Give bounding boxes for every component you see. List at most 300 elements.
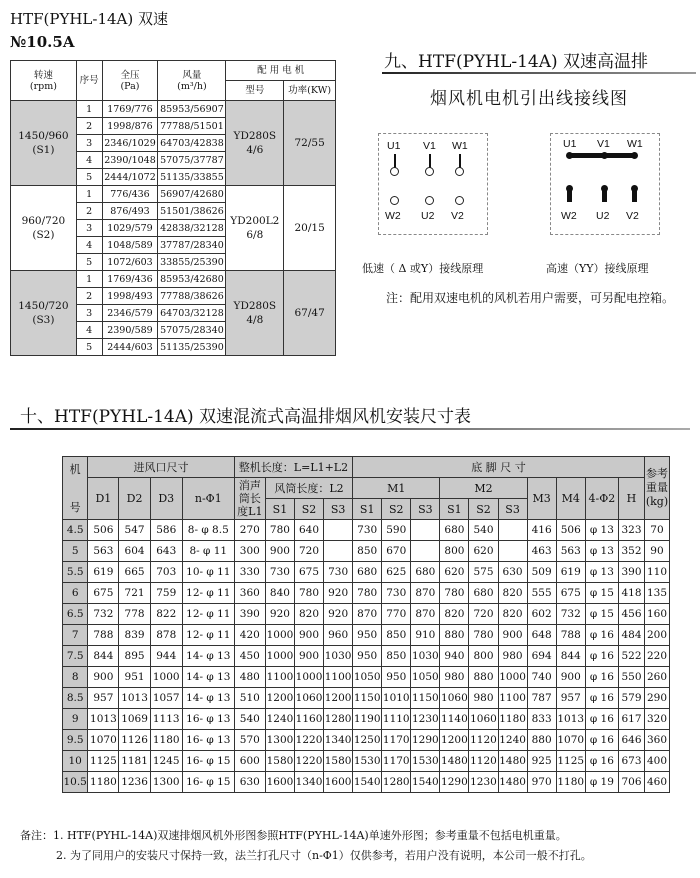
- power-cell: 20/15: [284, 186, 336, 271]
- machine-number-cell: 6.5: [63, 604, 88, 625]
- airflow-cell: 57075/37787: [158, 152, 226, 169]
- table-cell: φ 13: [585, 541, 618, 562]
- table-cell: 1140: [440, 709, 469, 730]
- table-cell: 1540: [353, 772, 382, 793]
- table-cell: 630: [498, 562, 527, 583]
- pressure-cell: 2444/1072: [102, 169, 158, 186]
- table-cell: 720: [294, 541, 323, 562]
- machine-number-cell: 8.5: [63, 688, 88, 709]
- table-cell: 360: [234, 583, 265, 604]
- table-cell: 640: [294, 520, 323, 541]
- table-cell: 770: [382, 604, 411, 625]
- header-m1: M1: [353, 478, 440, 499]
- table-cell: 1340: [294, 772, 323, 793]
- table-cell: [411, 520, 440, 541]
- pressure-cell: 1998/876: [102, 118, 158, 135]
- terminal-label-w1: W1: [452, 140, 468, 152]
- table-cell: 680: [469, 583, 498, 604]
- table-cell: 730: [382, 583, 411, 604]
- terminal-label-w2: W2: [561, 210, 577, 222]
- table-cell: 706: [619, 772, 645, 793]
- table-cell: 900: [265, 541, 294, 562]
- table-cell: 694: [527, 646, 556, 667]
- header-motor-group: 配 用 电 机: [226, 61, 336, 81]
- table-cell: 1580: [324, 751, 353, 772]
- table-cell: 1245: [150, 751, 182, 772]
- table-cell: 16- φ 15: [182, 751, 234, 772]
- header-d2: D2: [119, 478, 150, 520]
- table-cell: 900: [294, 646, 323, 667]
- terminal-label-v2: V2: [451, 210, 464, 222]
- airflow-cell: 51501/38626: [158, 203, 226, 220]
- table-cell: 844: [88, 646, 119, 667]
- lead-line: [459, 154, 461, 168]
- table-row: [63, 730, 670, 751]
- table-row: [63, 562, 670, 583]
- table-cell: 509: [527, 562, 556, 583]
- header-m2-s2: S2: [469, 499, 498, 520]
- table-cell: 780: [294, 583, 323, 604]
- table-cell: 780: [440, 583, 469, 604]
- table-cell: 720: [469, 604, 498, 625]
- table-cell: 957: [88, 688, 119, 709]
- table-cell: 980: [469, 688, 498, 709]
- table-cell: 563: [556, 541, 585, 562]
- pressure-cell: 876/493: [102, 203, 158, 220]
- seq-cell: 2: [76, 203, 102, 220]
- pressure-cell: 2444/603: [102, 339, 158, 356]
- footnote-2: 2. 为了同用户的安装尺寸保持一致，法兰打孔尺寸（n-Φ1）仅供参考，若用户没有说明，本公司一般不打孔。: [56, 849, 592, 862]
- model-title: HTF(PYHL-14A) 双速: [10, 10, 168, 28]
- header-inlet: 进风口尺寸: [88, 457, 234, 478]
- installation-dimension-table: [62, 456, 670, 793]
- table-row: [63, 583, 670, 604]
- table-cell: 575: [469, 562, 498, 583]
- table-cell: 16- φ 15: [182, 772, 234, 793]
- table-cell: 555: [527, 583, 556, 604]
- header-pressure: 全压 (Pa): [102, 61, 158, 101]
- seq-cell: 1: [76, 101, 102, 118]
- table-cell: 1050: [411, 667, 440, 688]
- table-cell: 547: [119, 520, 150, 541]
- table-cell: 1180: [556, 772, 585, 793]
- table-cell: 1580: [265, 751, 294, 772]
- pressure-cell: 2390/1048: [102, 152, 158, 169]
- table-cell: φ 16: [585, 730, 618, 751]
- terminal-dot: [631, 185, 638, 192]
- table-cell: 320: [644, 709, 669, 730]
- table-cell: 1125: [556, 751, 585, 772]
- seq-cell: 5: [76, 339, 102, 356]
- model-number: №10.5A: [10, 33, 75, 51]
- table-cell: 1180: [88, 772, 119, 793]
- terminal-circle: [390, 167, 399, 176]
- header-d3: D3: [150, 478, 182, 520]
- table-cell: 780: [469, 625, 498, 646]
- table-cell: 579: [619, 688, 645, 709]
- machine-number-cell: 8: [63, 667, 88, 688]
- table-cell: 870: [353, 604, 382, 625]
- high-speed-caption: 高速（YY）接线原理: [546, 262, 649, 275]
- table-cell: 950: [382, 667, 411, 688]
- section10-title: 十、HTF(PYHL-14A) 双速混流式高温排烟风机安装尺寸表: [20, 407, 472, 427]
- table-cell: 950: [353, 625, 382, 646]
- table-cell: 390: [234, 604, 265, 625]
- table-cell: 1236: [119, 772, 150, 793]
- table-cell: 870: [411, 604, 440, 625]
- terminal-label-w1: W1: [627, 138, 643, 150]
- table-cell: 1030: [324, 646, 353, 667]
- table-cell: 878: [150, 625, 182, 646]
- table-row: [63, 520, 670, 541]
- table-cell: 1290: [440, 772, 469, 793]
- pressure-cell: 776/436: [102, 186, 158, 203]
- section9-title: 九、HTF(PYHL-14A) 双速高温排: [384, 52, 649, 72]
- table-cell: φ 16: [585, 646, 618, 667]
- table-cell: 820: [294, 604, 323, 625]
- table-cell: 1013: [88, 709, 119, 730]
- table-cell: 1200: [265, 688, 294, 709]
- table-cell: 1160: [294, 709, 323, 730]
- table-cell: φ 16: [585, 751, 618, 772]
- header-power: 功率(KW): [284, 81, 336, 101]
- table-row: [63, 688, 670, 709]
- header-l2: 风筒长度：L2: [265, 478, 352, 499]
- table-cell: 460: [644, 772, 669, 793]
- table-cell: 1060: [469, 709, 498, 730]
- terminal-dot: [601, 185, 608, 192]
- table-cell: 602: [527, 604, 556, 625]
- table-cell: 1530: [411, 751, 440, 772]
- header-m4: M4: [556, 478, 585, 520]
- table-cell: 540: [234, 709, 265, 730]
- header-h: H: [619, 478, 645, 520]
- table-cell: 788: [88, 625, 119, 646]
- table-row: [11, 271, 336, 288]
- table-cell: 484: [619, 625, 645, 646]
- table-cell: 463: [527, 541, 556, 562]
- terminal-dot: [601, 152, 608, 159]
- table-cell: 880: [469, 667, 498, 688]
- header-l2-s3: S3: [324, 499, 353, 520]
- header-machine: 机 号: [63, 457, 88, 520]
- low-speed-caption: 低速（ Δ 或Y）接线原理: [362, 262, 484, 275]
- table-cell: 1113: [150, 709, 182, 730]
- table-cell: 787: [527, 688, 556, 709]
- table-cell: 110: [644, 562, 669, 583]
- table-cell: 1013: [119, 688, 150, 709]
- table-cell: 570: [234, 730, 265, 751]
- table-cell: 670: [382, 541, 411, 562]
- table-cell: φ 16: [585, 709, 618, 730]
- table-cell: 506: [88, 520, 119, 541]
- table-cell: 1100: [498, 688, 527, 709]
- table-cell: 880: [440, 625, 469, 646]
- table-cell: 12- φ 11: [182, 583, 234, 604]
- header-speed: 转速 (rpm): [11, 61, 77, 101]
- table-row: [63, 541, 670, 562]
- terminal-label-u1: U1: [387, 140, 401, 152]
- airflow-cell: 85953/56907: [158, 101, 226, 118]
- table-cell: 1280: [382, 772, 411, 793]
- power-cell: 67/47: [284, 271, 336, 356]
- terminal-label-v1: V1: [423, 140, 436, 152]
- table-cell: 820: [498, 604, 527, 625]
- table-cell: 1230: [469, 772, 498, 793]
- table-cell: 1126: [119, 730, 150, 751]
- airflow-cell: 64703/42838: [158, 135, 226, 152]
- footnotes: [20, 826, 690, 866]
- table-cell: 8- φ 11: [182, 541, 234, 562]
- table-cell: 920: [324, 604, 353, 625]
- table-cell: 1200: [440, 730, 469, 751]
- table-cell: 1300: [150, 772, 182, 793]
- motor-performance-table: [10, 60, 336, 356]
- table-cell: 220: [644, 646, 669, 667]
- terminal-dot: [631, 152, 638, 159]
- machine-number-cell: 7: [63, 625, 88, 646]
- table-cell: 730: [265, 562, 294, 583]
- airflow-cell: 85953/42680: [158, 271, 226, 288]
- table-cell: 900: [88, 667, 119, 688]
- table-cell: 1250: [353, 730, 382, 751]
- seq-cell: 1: [76, 271, 102, 288]
- table-cell: 822: [150, 604, 182, 625]
- seq-cell: 1: [76, 186, 102, 203]
- table-cell: 800: [440, 541, 469, 562]
- table-cell: 730: [353, 520, 382, 541]
- table-cell: 160: [644, 604, 669, 625]
- table-cell: 1000: [150, 667, 182, 688]
- header-l2-s2: S2: [294, 499, 323, 520]
- table-cell: 840: [265, 583, 294, 604]
- table-cell: 1057: [150, 688, 182, 709]
- table-cell: 1240: [498, 730, 527, 751]
- table-row: [63, 625, 670, 646]
- table-cell: 646: [619, 730, 645, 751]
- table-cell: 1000: [265, 625, 294, 646]
- table-cell: 506: [556, 520, 585, 541]
- table-cell: 390: [619, 562, 645, 583]
- table-cell: [411, 541, 440, 562]
- header-d1: D1: [88, 478, 119, 520]
- terminal-label-u2: U2: [596, 210, 610, 222]
- table-cell: 420: [234, 625, 265, 646]
- header-length: 整机长度：L=L1+L2: [234, 457, 352, 478]
- table-cell: 290: [644, 688, 669, 709]
- table-cell: 620: [440, 562, 469, 583]
- table-cell: 1070: [88, 730, 119, 751]
- table-cell: 680: [353, 562, 382, 583]
- table-row: [11, 186, 336, 203]
- table-cell: 1170: [382, 751, 411, 772]
- table-cell: 673: [619, 751, 645, 772]
- machine-number-cell: 4.5: [63, 520, 88, 541]
- terminal-dot: [566, 152, 573, 159]
- table-row: [63, 709, 670, 730]
- table-cell: 12- φ 11: [182, 604, 234, 625]
- table-cell: 135: [644, 583, 669, 604]
- airflow-cell: 77788/38626: [158, 288, 226, 305]
- seq-cell: 3: [76, 135, 102, 152]
- airflow-cell: 33855/25390: [158, 254, 226, 271]
- table-cell: 1030: [411, 646, 440, 667]
- airflow-cell: 51135/33855: [158, 169, 226, 186]
- table-cell: 1480: [440, 751, 469, 772]
- table-cell: 780: [353, 583, 382, 604]
- table-cell: 480: [234, 667, 265, 688]
- machine-number-cell: 10.5: [63, 772, 88, 793]
- table-cell: 14- φ 13: [182, 667, 234, 688]
- pressure-cell: 1072/603: [102, 254, 158, 271]
- table-cell: 563: [88, 541, 119, 562]
- table-cell: 920: [265, 604, 294, 625]
- seq-cell: 4: [76, 237, 102, 254]
- table-cell: 1000: [498, 667, 527, 688]
- table-cell: 1280: [324, 709, 353, 730]
- table-cell: 721: [119, 583, 150, 604]
- table-cell: 895: [119, 646, 150, 667]
- table-cell: 586: [150, 520, 182, 541]
- header-motor-model: 型号: [226, 81, 284, 101]
- table-cell: 590: [382, 520, 411, 541]
- table-cell: 925: [527, 751, 556, 772]
- table-cell: 522: [619, 646, 645, 667]
- table-cell: 619: [556, 562, 585, 583]
- machine-number-cell: 7.5: [63, 646, 88, 667]
- table-cell: 456: [619, 604, 645, 625]
- table-cell: 1060: [440, 688, 469, 709]
- table-cell: φ 16: [585, 625, 618, 646]
- table-cell: 630: [234, 772, 265, 793]
- header-m2-s1: S1: [440, 499, 469, 520]
- table-cell: 1170: [382, 730, 411, 751]
- table-cell: 270: [234, 520, 265, 541]
- table-cell: 730: [324, 562, 353, 583]
- table-cell: φ 15: [585, 604, 618, 625]
- table-cell: 12- φ 11: [182, 625, 234, 646]
- table-cell: 950: [353, 646, 382, 667]
- header-m1-s3: S3: [411, 499, 440, 520]
- table-cell: 600: [234, 751, 265, 772]
- table-cell: 940: [440, 646, 469, 667]
- footnote-1: 备注：1. HTF(PYHL-14A)双速排烟风机外形图参照HTF(PYHL-14A)单速外形图；参考重量不包括电机重量。: [20, 829, 567, 842]
- table-cell: [498, 541, 527, 562]
- table-cell: 619: [88, 562, 119, 583]
- motor-model-cell: YD200L2 6/8: [226, 186, 284, 271]
- power-cell: 72/55: [284, 101, 336, 186]
- table-cell: 400: [644, 751, 669, 772]
- table-cell: 200: [644, 625, 669, 646]
- table-cell: 844: [556, 646, 585, 667]
- table-cell: 1000: [294, 667, 323, 688]
- table-cell: 980: [498, 646, 527, 667]
- table-cell: 70: [644, 520, 669, 541]
- table-row: [63, 604, 670, 625]
- table-cell: 870: [411, 583, 440, 604]
- table-cell: 780: [265, 520, 294, 541]
- table-cell: 1180: [150, 730, 182, 751]
- table-cell: 703: [150, 562, 182, 583]
- lead-line: [429, 154, 431, 168]
- table-cell: 675: [556, 583, 585, 604]
- header-n-phi1: n-Φ1: [182, 478, 234, 520]
- header-m3: M3: [527, 478, 556, 520]
- table-cell: 8- φ 8.5: [182, 520, 234, 541]
- terminal-label-u2: U2: [421, 210, 435, 222]
- table-cell: 1240: [265, 709, 294, 730]
- table-cell: 951: [119, 667, 150, 688]
- table-cell: 850: [353, 541, 382, 562]
- table-cell: 960: [324, 625, 353, 646]
- table-cell: 1010: [382, 688, 411, 709]
- table-cell: 740: [527, 667, 556, 688]
- table-cell: φ 13: [585, 520, 618, 541]
- header-seq: 序号: [76, 61, 102, 101]
- airflow-cell: 57075/28340: [158, 322, 226, 339]
- seq-cell: 4: [76, 152, 102, 169]
- terminal-label-u1: U1: [563, 138, 577, 150]
- table-cell: 820: [498, 583, 527, 604]
- table-cell: [498, 520, 527, 541]
- table-cell: 1000: [265, 646, 294, 667]
- table-cell: 1060: [294, 688, 323, 709]
- table-row: [11, 101, 336, 118]
- table-cell: 1100: [265, 667, 294, 688]
- table-cell: 1125: [88, 751, 119, 772]
- table-cell: 1120: [469, 730, 498, 751]
- terminal-circle: [390, 196, 399, 205]
- table-cell: [324, 541, 353, 562]
- airflow-cell: 51135/25390: [158, 339, 226, 356]
- table-cell: 1300: [265, 730, 294, 751]
- airflow-cell: 64703/32128: [158, 305, 226, 322]
- airflow-cell: 77788/51501: [158, 118, 226, 135]
- motor-model-cell: YD280S 4/8: [226, 271, 284, 356]
- table-cell: 732: [88, 604, 119, 625]
- table-cell: 900: [498, 625, 527, 646]
- table-cell: 352: [619, 541, 645, 562]
- section9-divider: [382, 72, 696, 74]
- machine-number-cell: 9: [63, 709, 88, 730]
- machine-number-cell: 5.5: [63, 562, 88, 583]
- table-cell: φ 13: [585, 562, 618, 583]
- table-cell: 980: [440, 667, 469, 688]
- table-cell: 510: [234, 688, 265, 709]
- table-cell: 675: [88, 583, 119, 604]
- table-cell: φ 16: [585, 667, 618, 688]
- table-cell: 1220: [294, 751, 323, 772]
- table-cell: 10- φ 11: [182, 562, 234, 583]
- table-cell: 360: [644, 730, 669, 751]
- seq-cell: 5: [76, 169, 102, 186]
- table-cell: 1220: [294, 730, 323, 751]
- table-cell: 604: [119, 541, 150, 562]
- airflow-cell: 37787/28340: [158, 237, 226, 254]
- motor-model-cell: YD280S 4/6: [226, 101, 284, 186]
- terminal-dot: [566, 185, 573, 192]
- table-cell: 14- φ 13: [182, 646, 234, 667]
- table-cell: 850: [382, 646, 411, 667]
- table-cell: 16- φ 13: [182, 709, 234, 730]
- table-cell: 620: [469, 541, 498, 562]
- table-cell: 1600: [324, 772, 353, 793]
- airflow-cell: 42838/32128: [158, 220, 226, 237]
- lead-line: [394, 154, 396, 168]
- table-cell: 820: [440, 604, 469, 625]
- pressure-cell: 1769/436: [102, 271, 158, 288]
- table-cell: 1181: [119, 751, 150, 772]
